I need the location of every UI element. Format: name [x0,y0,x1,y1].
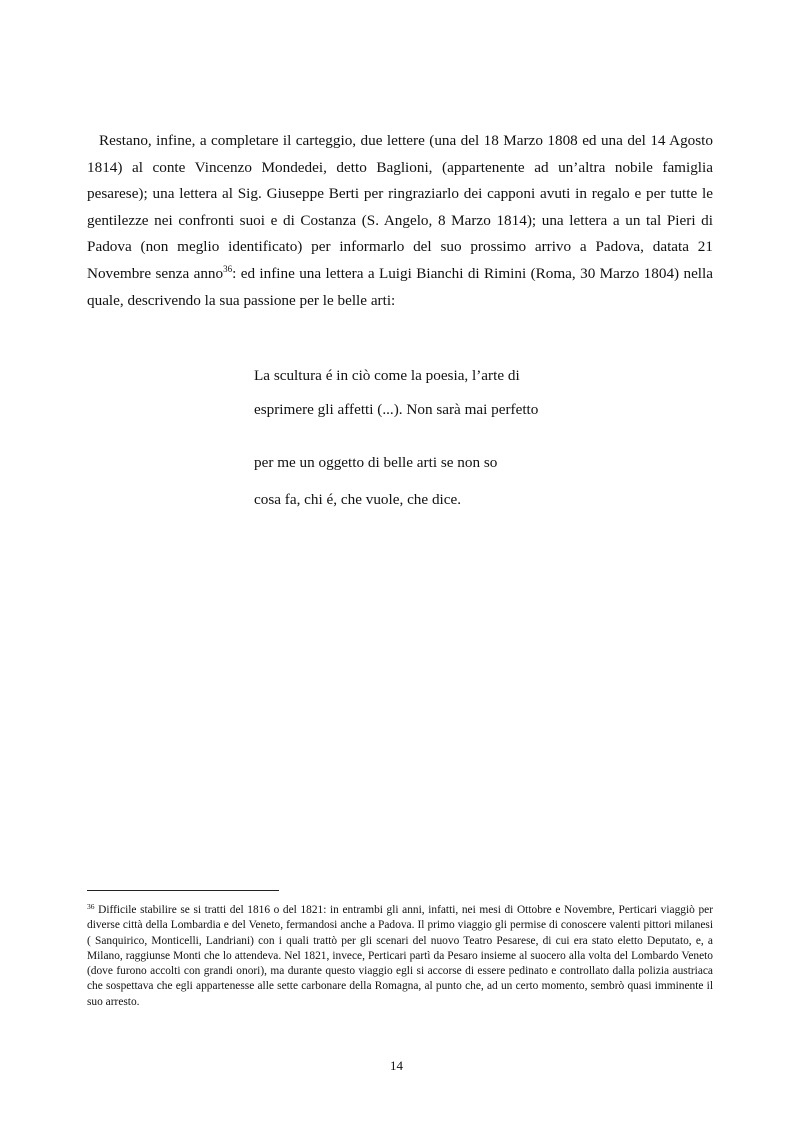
quote-line-2: esprimere gli affetti (...). Non sarà mai perfetto [254,401,539,418]
quote-line-3: per me un oggetto di belle arti se non so [254,454,498,471]
body-paragraph [87,128,713,314]
footnote-separator [87,890,279,891]
footnote-text: Difficile stabilire se si tratti del 1816 o del 1821: in entrambi gli anni, infatti, nei mesi di Ottobre e Novembre, Perticari viaggiò per diverse città della Lombardia e del Veneto, fermandosi anche a Padova. Il primo viaggio gli permise di conoscere valenti pittori milanesi ( Sanquirico, Monticelli, Landriani) con i quali trattò per gli scenari del nuovo Teatro Pesarese, di cui era stato eletto Deputato, e, a Milano, raggiunse Monti che lo attendeva. Nel 1821, invece, Perticari partì da Pesaro insieme al suocero alla volta del Lombardo Veneto (dove furono accolti con grandi onori), ma durante questo viaggio egli si accorse di essere pedinato e controllato dalla polizia austriaca che sospettava che egli appartenesse alle sette carbonare della Romagna, al punto che, ad un certo momento, sembrò quasi imminente il suo arresto. [87,904,713,1008]
quote-line-1: La scultura é in ciò come la poesia, l’arte di [254,367,520,384]
footnote [87,903,713,1010]
footnote-marker: 36 [87,902,95,911]
paragraph-text-before-note: Restano, infine, a completare il carteggio, due lettere (una del 18 Marzo 1808 ed una del 14 Agosto 1814) al conte Vincenzo Mondedei, detto Baglioni, (appartenente ad un’altra nobile famiglia pesarese); una lettera al Sig. Giuseppe Berti per ringraziarlo dei capponi avuti in regalo e per tutte le gentilezze nei confronti suoi e di Costanza (S. Angelo, 8 Marzo 1814); una lettera a un tal Pieri di Padova (non meglio identificato) per informarlo del suo prossimo arrivo a Padova, datata 21 Novembre senza anno [87,132,713,282]
page-number: 14 [390,1058,403,1073]
paragraph-text-after-note: : ed infine una lettera a Luigi Bianchi di Rimini (Roma, 30 Marzo 1804) nella quale, descrivendo la sua passione per le belle arti: [87,264,713,309]
quote-line-4: cosa fa, chi é, che vuole, che dice. [254,491,462,508]
footnote-reference[interactable]: 36 [223,263,233,274]
